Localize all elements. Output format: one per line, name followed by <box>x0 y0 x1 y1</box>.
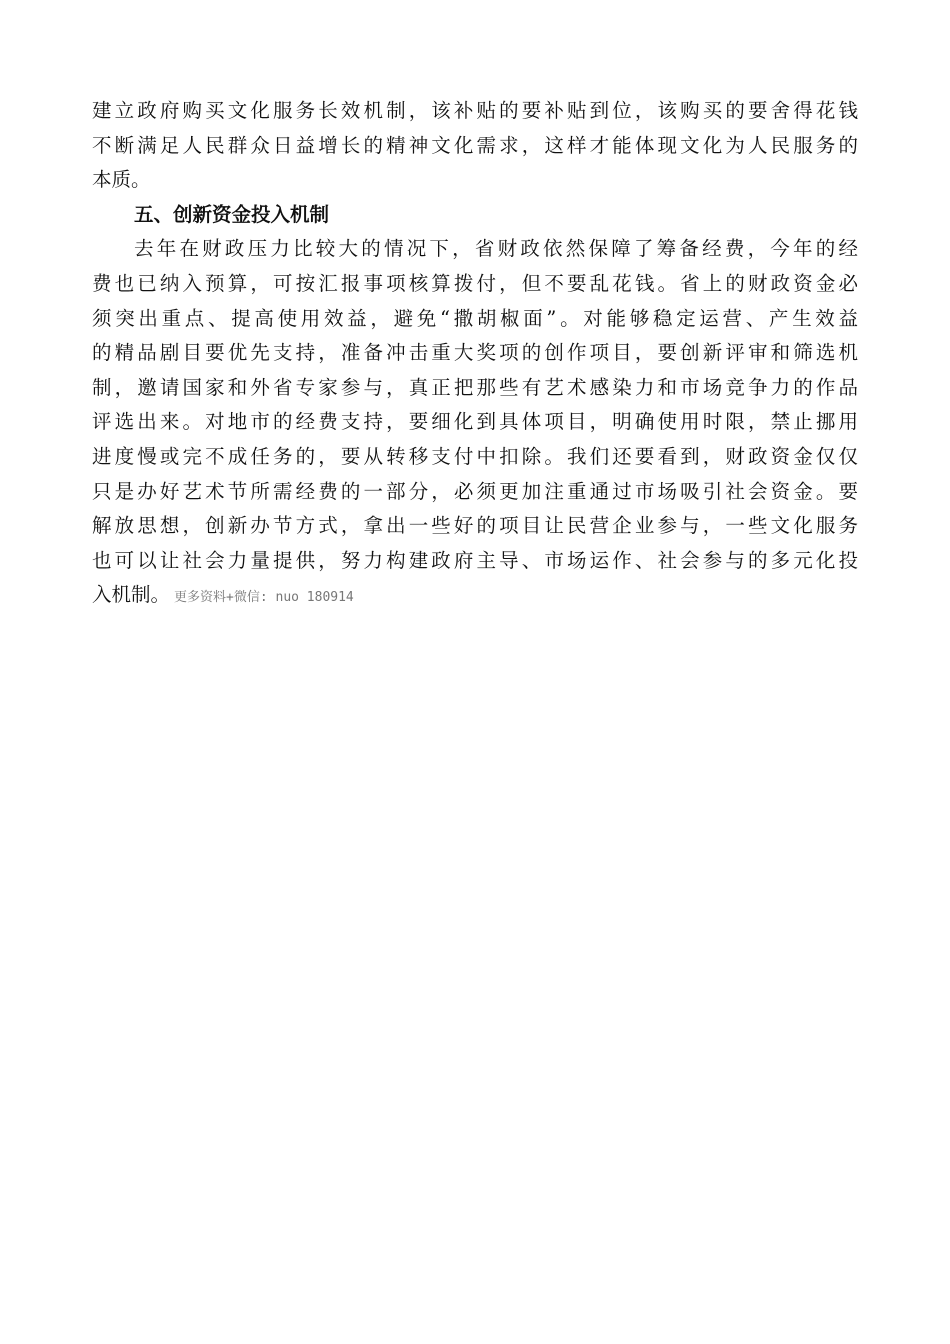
paragraph-line: 须突出重点、提高使用效益，避免“撒胡椒面”。对能够稳定运营、产生效益 <box>92 306 858 330</box>
section-heading: 五、创新资金投入机制 <box>134 202 330 226</box>
paragraph-line: 也可以让社会力量提供，努力构建政府主导、市场运作、社会参与的多元化投 <box>92 548 858 572</box>
section-paragraph <box>92 232 858 613</box>
paragraph-line: 进度慢或完不成任务的，要从转移支付中扣除。我们还要看到，财政资金仅仅 <box>92 444 858 468</box>
paragraph-line: 费也已纳入预算，可按汇报事项核算拨付，但不要乱花钱。省上的财政资金必 <box>92 271 858 295</box>
footer-note: 更多资料+微信: nuo 180914 <box>174 590 354 606</box>
paragraph-line: 解放思想，创新办节方式，拿出一些好的项目让民营企业参与，一些文化服务 <box>92 514 858 538</box>
paragraph-line: 不断满足人民群众日益增长的精神文化需求，这样才能体现文化为人民服务的 <box>92 133 858 157</box>
paragraph-line-text: 入机制。 <box>92 583 171 607</box>
paragraph-line: 评选出来。对地市的经费支持，要细化到具体项目，明确使用时限，禁止挪用 <box>92 410 858 434</box>
paragraph-line: 的精品剧目要优先支持，准备冲击重大奖项的创作项目，要创新评审和筛选机 <box>92 341 858 365</box>
paragraph-last-line <box>92 578 858 613</box>
paragraph-line: 只是办好艺术节所需经费的一部分，必须更加注重通过市场吸引社会资金。要 <box>92 479 858 503</box>
document-body <box>92 94 858 613</box>
paragraph-line: 去年在财政压力比较大的情况下，省财政依然保障了筹备经费，今年的经 <box>134 237 858 261</box>
intro-paragraph <box>92 94 858 198</box>
paragraph-line: 制，邀请国家和外省专家参与，真正把那些有艺术感染力和市场竞争力的作品 <box>92 375 858 399</box>
paragraph-line: 建立政府购买文化服务长效机制，该补贴的要补贴到位，该购买的要舍得花钱 <box>92 99 858 122</box>
paragraph-line: 本质。 <box>92 168 151 192</box>
